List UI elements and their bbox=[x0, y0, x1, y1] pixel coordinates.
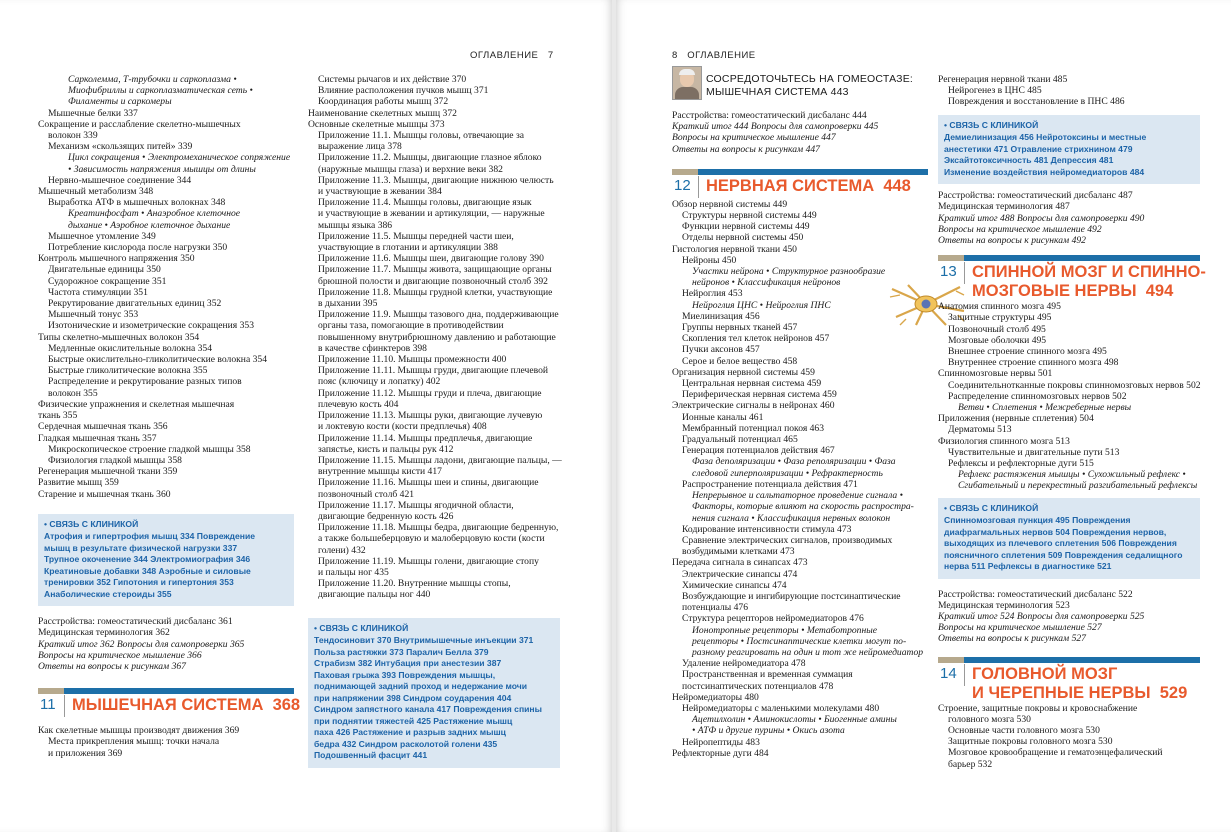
toc-entry: Скопления тел клеток нейронов 457 bbox=[682, 333, 830, 345]
toc-entry: Быстрые гликолитические волокна 355 bbox=[48, 365, 208, 377]
toc-entry: Приложение 11.20. Внутренние мышцы стопы, bbox=[318, 578, 511, 590]
toc-entry: Нейромедиаторы 480 bbox=[672, 691, 759, 703]
toc-list bbox=[938, 74, 1200, 108]
toc-entry: Распределение и рекрутирование разных типов bbox=[48, 376, 242, 388]
toc-entry: Функции нервной системы 449 bbox=[682, 221, 810, 233]
toc-entry: плечевую кость 404 bbox=[318, 398, 399, 410]
toc-entry: Мышечное утомление 349 bbox=[48, 230, 156, 242]
toc-entry: постсинаптических потенциалов 478 bbox=[682, 680, 834, 692]
toc-entry: Физиология гладкой мышцы 358 bbox=[48, 454, 182, 466]
clinic-line: Атрофия и гипертрофия мышц 334 Повреждение bbox=[44, 531, 256, 542]
toc-entry: Электрические синапсы 474 bbox=[682, 568, 798, 580]
toc-entry: Структуры нервной системы 449 bbox=[682, 210, 817, 222]
toc-entry: Гистология нервной ткани 450 bbox=[672, 243, 797, 255]
toc-entry: Ионные каналы 461 bbox=[682, 411, 764, 423]
toc-entry: брюшной полости и двигающие позвоночный столб 392 bbox=[318, 275, 548, 287]
toc-entry: Нейроны 450 bbox=[682, 254, 737, 266]
toc-entry: Нейромедиаторы с маленькими молекулами 480 bbox=[682, 702, 880, 714]
clinic-lines bbox=[944, 132, 1194, 178]
toc-entry: Приложение 11.17. Мышцы ягодичной области, bbox=[318, 499, 514, 511]
toc-entry: Удаление нейромедиатора 478 bbox=[682, 658, 806, 670]
toc-entry: Координация работы мышц 372 bbox=[318, 96, 449, 108]
clinic-line: Польза растяжки 373 Паралич Белла 379 bbox=[314, 646, 489, 657]
toc-entry: пояс (ключицу и лопатку) 402 bbox=[318, 376, 441, 388]
toc-entry: Приложение 11.7. Мышцы живота, защищающие органы bbox=[318, 264, 552, 276]
toc-entry: следовой гиперполяризации • Рефрактерность bbox=[692, 467, 883, 479]
toc-entry: Медицинская терминология 487 bbox=[938, 201, 1070, 213]
toc-list bbox=[938, 589, 1200, 645]
toc-entry: Приложение 11.11. Мышцы груди, двигающие плечевой bbox=[318, 365, 549, 377]
toc-entry: Пучки аксонов 457 bbox=[682, 344, 760, 356]
toc-entry: Приложение 11.12. Мышцы груди и плеча, двигающие bbox=[318, 387, 542, 399]
toc-entry: Приложение 11.3. Мышцы, двигающие нижнюю челюсть bbox=[318, 174, 554, 186]
person-photo-icon bbox=[672, 66, 702, 100]
chapter-number: 11 bbox=[40, 696, 56, 714]
toc-entry: Филаменты и саркомеры bbox=[68, 96, 172, 108]
clinic-line: Синдром запястного канала 417 Повреждения спины bbox=[314, 704, 542, 715]
toc-entry: Мышечные белки 337 bbox=[48, 107, 138, 119]
toc-entry: Внешнее строение спинного мозга 495 bbox=[948, 345, 1107, 357]
toc-entry: Наименование скелетных мышц 372 bbox=[308, 107, 457, 119]
clinic-line: Спинномозговая пункция 495 Повреждения bbox=[944, 515, 1131, 526]
toc-entry: и пальцы ног 435 bbox=[318, 566, 389, 578]
toc-entry: Места прикрепления мышц: точки начала bbox=[48, 736, 220, 748]
clinic-lines bbox=[314, 635, 554, 762]
clinic-line: при напряжении 398 Синдром соударения 404 bbox=[314, 692, 512, 703]
toc-entry: Распространение потенциала действия 471 bbox=[682, 478, 858, 490]
toc-entry: Цикл сокращения • Электромеханическое сопряжение bbox=[68, 152, 291, 164]
toc-entry: Фаза деполяризации • Фаза реполяризации • Фаза bbox=[692, 456, 896, 468]
toc-entry: Мышечный тонус 353 bbox=[48, 309, 139, 321]
page-number-left: 7 bbox=[547, 50, 554, 61]
toc-entry: Физиология спинного мозга 513 bbox=[938, 435, 1070, 447]
toc-entry: Краткий итог 444 Вопросы для самопроверки 445 bbox=[672, 121, 879, 133]
toc-entry: • АТФ и другие пурины • Окись азота bbox=[692, 725, 845, 737]
clinic-line: нерва 511 Рефлексы в диагностике 521 bbox=[944, 561, 1112, 572]
toc-entry: Позвоночный столб 495 bbox=[948, 323, 1046, 335]
right-column-1 bbox=[672, 66, 928, 759]
clinic-line: Подошвенный фасцит 441 bbox=[314, 750, 428, 761]
toc-entry: Потребление кислорода после нагрузки 350 bbox=[48, 242, 228, 254]
toc-entry: Мембранный потенциал покоя 463 bbox=[682, 422, 825, 434]
toc-entry: Периферическая нервная система 459 bbox=[682, 389, 837, 401]
toc-entry: Быстрые окислительно-гликолитические волокна 354 bbox=[48, 354, 267, 366]
toc-entry: Краткий итог 362 Вопросы для самопроверки 365 bbox=[38, 638, 245, 650]
chapter-divider bbox=[64, 695, 65, 717]
clinic-line: Демиелинизация 456 Нейротоксины и местные bbox=[944, 132, 1147, 143]
homeostasis-title: СОСРЕДОТОЧЬТЕСЬ НА ГОМЕОСТАЗЕ: МЫШЕЧНАЯ СИСТЕМА 443 bbox=[706, 73, 914, 98]
running-head-left: ОГЛАВЛЕНИЕ 7 bbox=[470, 50, 554, 61]
toc-entry: Приложение 11.16. Мышцы шеи и спины, двигающие bbox=[318, 477, 539, 489]
toc-entry: и приложения 369 bbox=[48, 747, 123, 759]
toc-entry: разному реагировать на один и тот же нейромедиатор bbox=[692, 646, 924, 658]
clinic-line: Страбизм 382 Интубация при анестезии 387 bbox=[314, 658, 502, 669]
toc-entry: Спинномозговые нервы 501 bbox=[938, 368, 1053, 380]
clinic-line: при поднятии тяжестей 425 Растяжение мышц bbox=[314, 715, 513, 726]
clinic-line: Тендосиновит 370 Внутримышечные инъекции 371 bbox=[314, 635, 534, 646]
toc-entry: Обзор нервной системы 449 bbox=[672, 198, 788, 210]
toc-entry: волокон 339 bbox=[48, 130, 98, 142]
toc-entry: Сердечная мышечная ткань 356 bbox=[38, 421, 168, 433]
toc-entry: голени) 432 bbox=[318, 544, 366, 556]
toc-list bbox=[938, 301, 1200, 491]
clinic-line: Анаболические стероиды 355 bbox=[44, 588, 172, 599]
toc-entry: Медицинская терминология 362 bbox=[38, 627, 170, 639]
toc-entry: головного мозга 530 bbox=[948, 713, 1031, 725]
toc-entry: Приложение 11.2. Мышцы, двигающие глазное яблоко bbox=[318, 152, 542, 164]
toc-entry: органы таза, помогающие в противодействии bbox=[318, 320, 504, 332]
toc-entry: и участвующие в жевании 384 bbox=[318, 186, 442, 198]
toc-entry: Физические упражнения и скелетная мышечная bbox=[38, 398, 235, 410]
toc-entry: Ответы на вопросы к рисункам 527 bbox=[938, 633, 1086, 645]
toc-entry: Отделы нервной системы 450 bbox=[682, 232, 804, 244]
toc-entry: Регенерация нервной ткани 485 bbox=[938, 74, 1068, 85]
toc-entry: Вопросы на критическое мышление 447 bbox=[672, 132, 836, 144]
toc-entry: Мышечный метаболизм 348 bbox=[38, 186, 154, 198]
clinic-header: • СВЯЗЬ С КЛИНИКОЙ bbox=[944, 119, 1039, 130]
toc-entry: Организация нервной системы 459 bbox=[672, 366, 815, 378]
clinic-box-2 bbox=[308, 618, 560, 768]
toc-entry: Ответы на вопросы к рисункам 492 bbox=[938, 234, 1086, 246]
clinic-line: паха 426 Растяжение и разрыв задних мышц bbox=[314, 727, 506, 738]
toc-entry: Нейроглия ЦНС • Нейроглия ПНС bbox=[692, 299, 831, 311]
clinic-line: Креатиновые добавки 348 Аэробные и силовые bbox=[44, 565, 251, 576]
clinic-box-1 bbox=[38, 514, 294, 607]
toc-entry: Структура рецепторов нейромедиаторов 476 bbox=[682, 613, 864, 625]
toc-entry: Вопросы на критическое мышление 366 bbox=[38, 649, 202, 661]
toc-entry: Механизм «скользящих питей» 339 bbox=[48, 141, 193, 153]
toc-entry: ткань 355 bbox=[38, 410, 78, 422]
clinic-lines bbox=[944, 515, 1194, 573]
toc-entry: Строение, защитные покровы и кровоснабжение bbox=[938, 702, 1138, 714]
toc-list bbox=[938, 703, 1200, 770]
chapter-number: 14 bbox=[940, 664, 957, 682]
toc-entry: Системы рычагов и их действие 370 bbox=[318, 74, 467, 85]
toc-entry: Повреждения и восстановление в ПНС 486 bbox=[948, 96, 1125, 108]
toc-entry: Нейроглия 453 bbox=[682, 288, 743, 300]
toc-entry: Приложение 11.14. Мышцы предплечья, двигающие bbox=[318, 432, 533, 444]
toc-entry: Приложение 11.1. Мышцы головы, отвечающие за bbox=[318, 130, 525, 142]
toc-entry: Приложение 11.19. Мышцы голени, двигающие стопу bbox=[318, 555, 539, 567]
toc-entry: Приложение 11.4. Мышцы головы, двигающие язык bbox=[318, 197, 532, 209]
toc-entry: внутренние мышцы кисти 417 bbox=[318, 466, 442, 478]
toc-entry: Приложение 11.10. Мышцы промежности 400 bbox=[318, 354, 507, 366]
clinic-lines bbox=[44, 531, 288, 600]
chapter-number: 13 bbox=[940, 263, 957, 281]
toc-entry: Серое и белое вещество 458 bbox=[682, 355, 798, 367]
toc-entry: Краткий итог 488 Вопросы для самопроверки 490 bbox=[938, 212, 1145, 224]
toc-list bbox=[38, 725, 294, 759]
left-column-2 bbox=[308, 74, 560, 768]
toc-entry: в качестве сфинктеров 398 bbox=[318, 342, 427, 354]
toc-entry: выражение лица 378 bbox=[318, 141, 402, 153]
clinic-line: тренировки 352 Гипотония и гипертония 353 bbox=[44, 577, 234, 588]
toc-entry: Рекрутирование двигательных единиц 352 bbox=[48, 298, 222, 310]
toc-entry: Контроль мышечного напряжения 350 bbox=[38, 253, 195, 265]
toc-entry: Приложение 11.9. Мышцы тазового дна, поддерживающие bbox=[318, 309, 559, 321]
toc-entry: двигающие пальцы ног 440 bbox=[318, 589, 431, 601]
toc-entry: Вопросы на критическое мышление 492 bbox=[938, 223, 1102, 235]
toc-entry: а также большеберцовую и малоберцовую кости (кости bbox=[318, 533, 545, 545]
toc-entry: • Зависимость напряжения мышцы от длины bbox=[68, 163, 256, 175]
toc-entry: Рефлексы и рефлекторные дуги 515 bbox=[948, 457, 1094, 469]
chapter-title: ГОЛОВНОЙ МОЗГ И ЧЕРЕПНЫЕ НЕРВЫ 529 bbox=[972, 664, 1188, 702]
toc-entry: Анатомия спинного мозга 495 bbox=[938, 301, 1061, 313]
toc-entry: Миелинизация 456 bbox=[682, 310, 760, 322]
chapter-title: НЕРВНАЯ СИСТЕМА 448 bbox=[706, 176, 911, 195]
toc-entry: Рефлекторные дуги 484 bbox=[672, 747, 769, 759]
clinic-header: • СВЯЗЬ С КЛИНИКОЙ bbox=[44, 518, 139, 529]
toc-entry: Микроскопическое строение гладкой мышцы 358 bbox=[48, 443, 251, 455]
chapter-11-heading bbox=[38, 688, 301, 722]
toc-entry: Непрерывное и сальтаторное проведение сигнала • bbox=[692, 490, 903, 502]
toc-entry: Сарколемма, Т-трубочки и саркоплазма • bbox=[68, 74, 237, 85]
toc-entry: Ионотропные рецепторы • Метаботропные bbox=[692, 624, 877, 636]
toc-entry: потенциалы 476 bbox=[682, 602, 749, 614]
homeostasis-heading bbox=[672, 66, 928, 110]
toc-entry: Рефлекс растяжения мышцы • Сухожильный рефлекс • bbox=[958, 469, 1186, 481]
toc-entry: Ответы на вопросы к рисункам 367 bbox=[38, 661, 186, 673]
toc-entry: Чувствительные и двигательные пути 513 bbox=[948, 446, 1120, 458]
toc-entry: Вопросы на критическое мышление 527 bbox=[938, 622, 1102, 634]
toc-entry: Дерматомы 513 bbox=[948, 424, 1012, 436]
chapter-title: МЫШЕЧНАЯ СИСТЕМА 368 bbox=[72, 696, 301, 715]
chapter-12-heading bbox=[672, 169, 928, 199]
toc-entry: дыхание • Аэробное клеточное дыхание bbox=[68, 219, 231, 231]
toc-entry: мышцы языка 386 bbox=[318, 219, 393, 231]
toc-entry: Гладкая мышечная ткань 357 bbox=[38, 432, 157, 444]
left-page bbox=[0, 0, 612, 832]
clinic-line: выходящих из плечевого сплетения 506 Повреждения bbox=[944, 538, 1177, 549]
chapter-bar-tan bbox=[38, 688, 64, 694]
toc-entry: Медленные окислительные волокна 354 bbox=[48, 342, 213, 354]
toc-entry: Внутреннее строение спинного мозга 498 bbox=[948, 357, 1119, 369]
toc-entry: Двигательные единицы 350 bbox=[48, 264, 161, 276]
clinic-line: мышц в результате физической нагрузки 337 bbox=[44, 542, 238, 553]
toc-entry: Судорожное сокращение 351 bbox=[48, 275, 167, 287]
clinic-line: анестетики 471 Отравление стрихнином 479 bbox=[944, 143, 1133, 154]
toc-entry: и локтевую кости (кости предплечья) 408 bbox=[318, 421, 487, 433]
toc-entry: (наружные мышцы глаза) и верхние веки 382 bbox=[318, 163, 503, 175]
clinic-line: поясничного сплетения 509 Повреждения седалищного bbox=[944, 549, 1183, 560]
toc-entry: Краткий итог 524 Вопросы для самопроверки 525 bbox=[938, 610, 1145, 622]
toc-entry: Защитные покровы головного мозга 530 bbox=[948, 736, 1113, 748]
toc-entry: Частота стимуляции 351 bbox=[48, 286, 148, 298]
clinic-line: Изменение воздействия нейромедиаторов 484 bbox=[944, 166, 1145, 177]
chapter-title: СПИННОЙ МОЗГ И СПИННО- МОЗГОВЫЕ НЕРВЫ 494 bbox=[972, 263, 1206, 301]
toc-entry: Ветви • Сплетения • Межреберные нервы bbox=[958, 401, 1132, 413]
toc-list bbox=[938, 190, 1200, 246]
clinic-box-4 bbox=[938, 498, 1200, 579]
toc-entry: Расстройства: гомеостатический дисбаланс 444 bbox=[672, 110, 867, 121]
toc-entry: Выработка АТФ в мышечных волокнах 348 bbox=[48, 197, 226, 209]
toc-entry: Расстройства: гомеостатический дисбаланс 487 bbox=[938, 190, 1133, 202]
clinic-header: • СВЯЗЬ С КЛИНИКОЙ bbox=[314, 622, 409, 633]
toc-entry: Ацетилхолин • Аминокислоты • Биогенные амины bbox=[692, 714, 897, 726]
toc-entry: Мозговые оболочки 495 bbox=[948, 334, 1047, 346]
toc-list bbox=[672, 110, 928, 155]
chapter-14-heading bbox=[938, 657, 1200, 703]
chapter-bar-blue bbox=[64, 688, 294, 694]
toc-entry: Нейропептиды 483 bbox=[682, 736, 760, 748]
toc-list bbox=[38, 616, 294, 672]
clinic-line: диафрагмальных нервов 504 Повреждения нервов, bbox=[944, 526, 1167, 537]
right-page bbox=[616, 0, 1231, 832]
toc-entry: Основные части головного мозга 530 bbox=[948, 725, 1100, 736]
toc-entry: Приложение 11.5. Мышцы передней части шеи, bbox=[318, 230, 514, 242]
toc-entry: Приложение 11.8. Мышцы грудной клетки, участвующие bbox=[318, 286, 553, 298]
toc-entry: Приложение 11.18. Мышцы бедра, двигающие бедренную, bbox=[318, 522, 559, 534]
toc-entry: Ответы на вопросы к рисункам 447 bbox=[672, 143, 820, 155]
toc-entry: Приложения (нервные сплетения) 504 bbox=[938, 413, 1094, 425]
toc-entry: Участки нейрона • Структурное разнообразие bbox=[692, 266, 886, 278]
clinic-line: бедра 432 Синдром расколотой голени 435 bbox=[314, 738, 498, 749]
toc-entry: Сокращение и расслабление скелетно-мышечных bbox=[38, 118, 241, 130]
toc-entry: Миофибриллы и саркоплазматическая сеть • bbox=[68, 85, 253, 97]
toc-entry: Приложение 11.15. Мышцы ладони, двигающие пальцы, — bbox=[318, 454, 562, 466]
clinic-box-3 bbox=[938, 115, 1200, 185]
toc-entry: Старение и мышечная ткань 360 bbox=[38, 488, 171, 500]
toc-entry: Влияние расположения пучков мышц 371 bbox=[318, 85, 489, 97]
toc-entry: Расстройства: гомеостатический дисбаланс 522 bbox=[938, 588, 1133, 600]
toc-entry: Электрические сигналы в нейронах 460 bbox=[672, 400, 835, 412]
running-head-right: 8 ОГЛАВЛЕНИЕ bbox=[672, 50, 756, 61]
toc-entry: Кодирование интенсивности стимула 473 bbox=[682, 523, 852, 535]
toc-entry: двигающие бедренную кость 426 bbox=[318, 510, 454, 522]
clinic-line: Паховая грыжа 393 Повреждения мышцы, bbox=[314, 669, 496, 680]
toc-entry: Группы нервных тканей 457 bbox=[682, 322, 798, 334]
toc-entry: Креатинфосфат • Анаэробное клеточное bbox=[68, 208, 241, 220]
toc-entry: Расстройства: гомеостатический дисбаланс 361 bbox=[38, 616, 233, 628]
toc-entry: нения сигнала • Классификация нервных волокон bbox=[692, 512, 891, 524]
toc-entry: повышенному внутрибрюшному давлению и работающие bbox=[318, 331, 556, 343]
toc-entry: Мозговое кровообращение и гематоэнцефалический bbox=[948, 747, 1163, 759]
toc-entry: Химические синапсы 474 bbox=[682, 579, 787, 591]
toc-entry: волокон 355 bbox=[48, 387, 98, 399]
toc-entry: Градуальный потенциал 465 bbox=[682, 434, 798, 446]
toc-entry: участвующие в глотании и артикуляции 388 bbox=[318, 242, 498, 254]
toc-entry: Медицинская терминология 523 bbox=[938, 599, 1070, 611]
toc-entry: Регенерация мышечной ткани 359 bbox=[38, 466, 178, 478]
toc-entry: Передача сигнала в синапсах 473 bbox=[672, 557, 808, 569]
toc-entry: Сгибательный и перекрестный разгибательный рефлексы bbox=[958, 480, 1198, 492]
toc-entry: запястье, кисть и пальцы рук 412 bbox=[318, 443, 454, 455]
toc-entry: Факторы, которые влияют на скорость распростра- bbox=[692, 501, 914, 513]
toc-entry: Изотонические и изометрические сокращения 353 bbox=[48, 320, 254, 332]
toc-entry: Приложение 11.6. Мышцы шеи, двигающие голову 390 bbox=[318, 253, 544, 265]
toc-entry: Развитие мышц 359 bbox=[38, 477, 119, 489]
clinic-line: Трупное окоченение 344 Электромиография 346 bbox=[44, 554, 251, 565]
chapter-13-heading bbox=[938, 255, 1206, 301]
right-column-2 bbox=[938, 74, 1206, 770]
toc-entry: в дыхании 395 bbox=[318, 298, 378, 310]
toc-entry: нейронов • Классификация нейронов bbox=[692, 277, 841, 289]
toc-list bbox=[308, 74, 560, 601]
toc-entry: Нервно-мышечное соединение 344 bbox=[48, 174, 192, 186]
toc-entry: Типы скелетно-мышечных волокон 354 bbox=[38, 331, 200, 343]
toc-entry: Распределение спинномозговых нервов 502 bbox=[948, 390, 1127, 402]
toc-entry: Сравнение электрических сигналов, производимых bbox=[682, 534, 893, 546]
toc-entry: Соединительнотканные покровы спинномозговых нервов 502 bbox=[948, 379, 1201, 391]
toc-entry: Генерация потенциалов действия 467 bbox=[682, 445, 835, 457]
toc-entry: Как скелетные мышцы производят движения 369 bbox=[38, 725, 240, 737]
toc-entry: Возбуждающие и ингибирующие постсинаптические bbox=[682, 590, 901, 602]
toc-entry: возбудимыми клетками 473 bbox=[682, 546, 795, 558]
page-number-right: 8 bbox=[672, 50, 678, 61]
toc-entry: рецепторы • Постсинаптические клетки могут по- bbox=[692, 635, 907, 647]
toc-entry: Защитные структуры 495 bbox=[948, 312, 1052, 324]
chapter-number: 12 bbox=[674, 176, 691, 194]
toc-entry: Центральная нервная система 459 bbox=[682, 378, 822, 390]
left-column-1 bbox=[38, 74, 301, 759]
toc-list bbox=[38, 74, 294, 500]
toc-entry: и участвующие в жевании и артикуляции, — наружные bbox=[318, 208, 545, 220]
toc-entry: Приложение 11.13. Мышцы руки, двигающие лучевую bbox=[318, 410, 543, 422]
toc-entry: Основные скелетные мышцы 373 bbox=[308, 118, 445, 130]
clinic-line: Эксайтотоксичность 481 Депрессия 481 bbox=[944, 155, 1114, 166]
toc-entry: Пространственная и временная суммация bbox=[682, 669, 853, 681]
clinic-header: • СВЯЗЬ С КЛИНИКОЙ bbox=[944, 502, 1039, 513]
toc-entry: барьер 532 bbox=[948, 758, 993, 770]
toc-entry: позвоночный столб 421 bbox=[318, 488, 415, 500]
toc-entry: Нейрогенез в ЦНС 485 bbox=[948, 85, 1042, 97]
clinic-line: поднимающей задний проход и недержание мочи bbox=[314, 681, 528, 692]
